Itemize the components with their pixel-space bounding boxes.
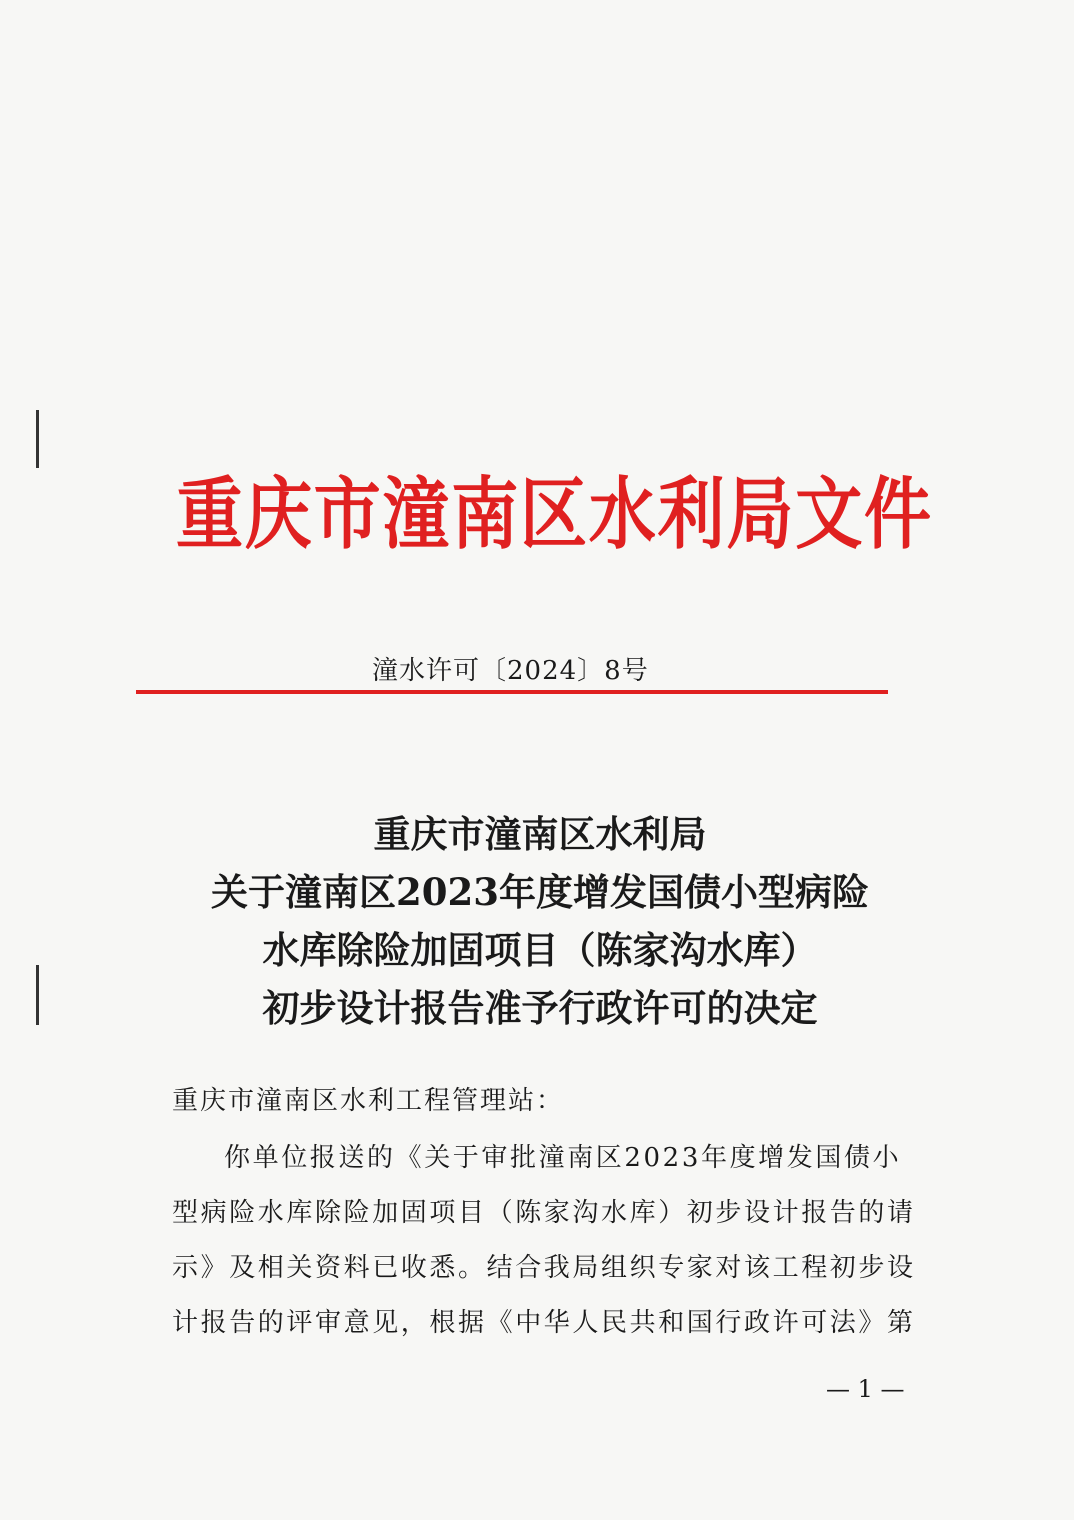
- page-number: — 1 —: [826, 1375, 905, 1403]
- heading-line: 重庆市潼南区水利局: [373, 812, 707, 856]
- body-text-line: 型病险水库除险加固项目（陈家沟水库）初步设计报告的请: [172, 1198, 916, 1228]
- scan-edge-mark-top: [36, 410, 39, 468]
- heading-line: 水库除险加固项目（陈家沟水库）: [262, 928, 818, 972]
- heading-line: 关于潼南区2023年度增发国债小型病险: [211, 870, 869, 914]
- scan-edge-mark-bottom: [36, 965, 39, 1025]
- salutation: 重庆市潼南区水利工程管理站：: [172, 1086, 565, 1116]
- heading-line: 初步设计报告准予行政许可的决定: [262, 986, 818, 1030]
- red-divider-line: [136, 690, 888, 694]
- body-text-line: 你单位报送的《关于审批潼南区2023年度增发国债小: [224, 1143, 902, 1173]
- document-number: 潼水许可〔2024〕8号: [372, 656, 649, 686]
- body-text-line: 计报告的评审意见，根据《中华人民共和国行政许可法》第: [172, 1308, 916, 1338]
- body-text-line: 示》及相关资料已收悉。结合我局组织专家对该工程初步设: [172, 1253, 916, 1283]
- document-heading: [140, 805, 940, 1037]
- issuer-title: 重庆市潼南区水利局文件: [176, 470, 933, 560]
